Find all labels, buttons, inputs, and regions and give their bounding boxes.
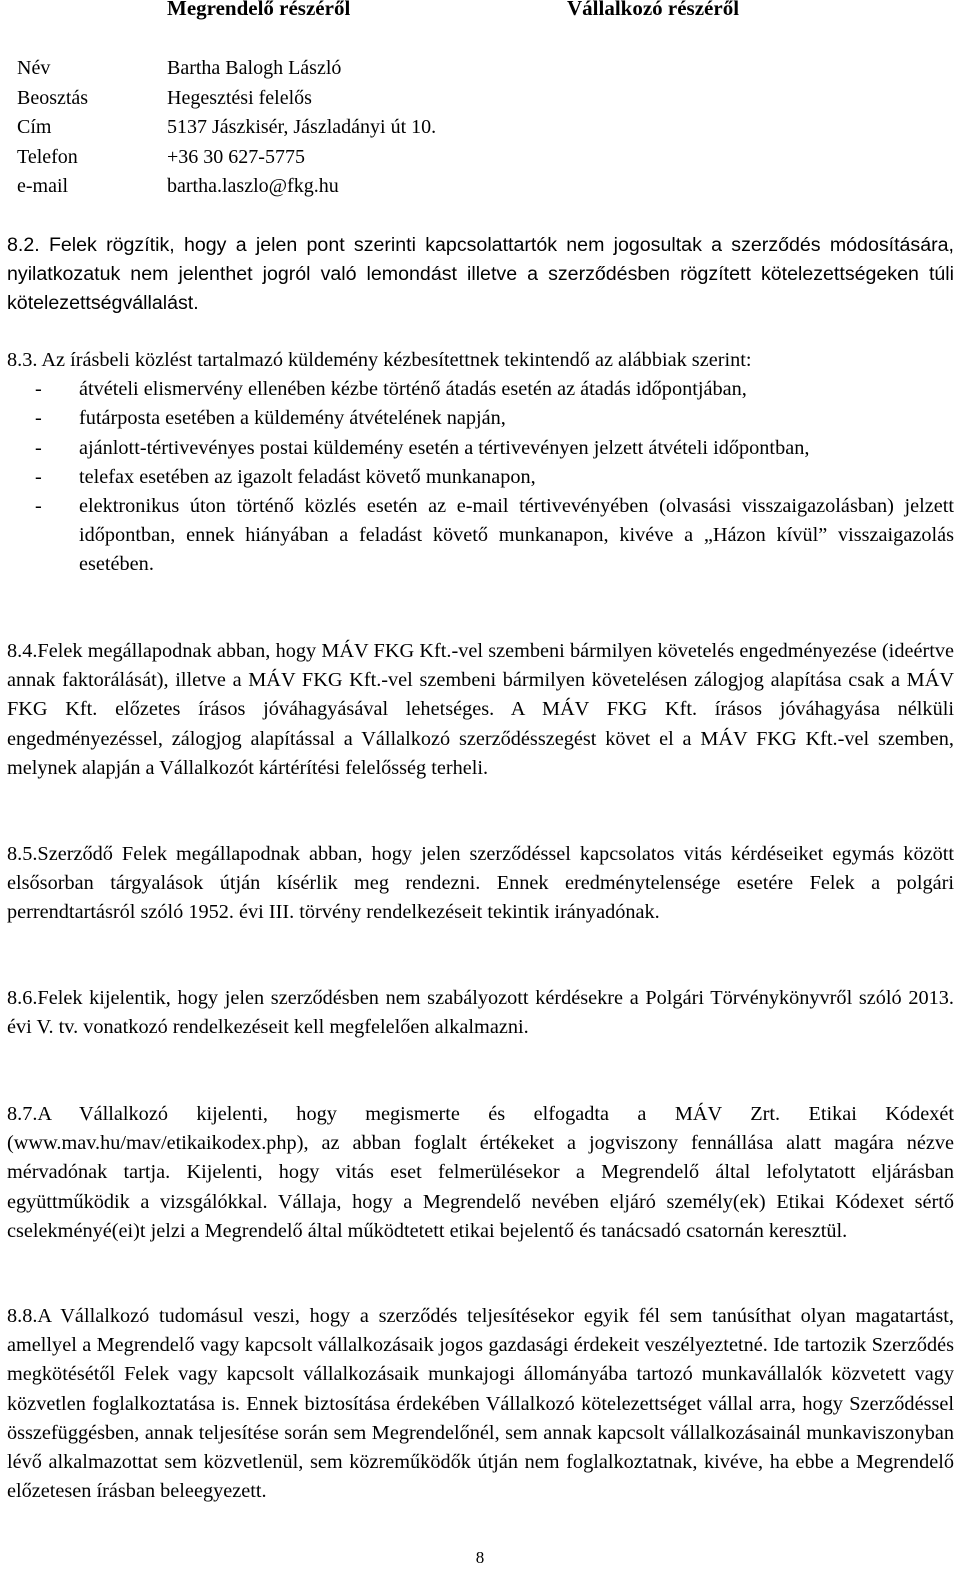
section-8-7: 8.7.A Vállalkozó kijelenti, hogy megismerte és elfogadta a MÁV Zrt. Etikai Kódexét (www.mav.hu/mav/etikaikodex.php), az abban foglalt értékeket a jogviszony fennállása alatt magára nézve mérvadónak tartja. Kijelenti, hogy vitás eset felmerülésekor a Megrendelő által lefolytatott eljárásban együttműködik a vizsgálókkal. Vállaja, hogy a Megrendelő nevében eljáró személy(ek) Etikai Kódexet sértő cselekményé(ei)t jelzi a Megrendelő által működtetett etikai bejelentő és tanácsadó csatornán keresztül. (7, 1103, 954, 1242)
section-8-8: 8.8.A Vállalkozó tudomásul veszi, hogy a szerződés teljesítésekor egyik fél sem tanúsíthat olyan magatartást, amellyel a Megrendelő vagy kapcsolt vállalkozásaik jogos gazdasági érdekeit veszélyeztetné. Ide tartozik Szerződés megkötésétől Felek vagy kapcsolt vállalkozásaik munkajogi állományába tartozó munkavállalók közvetett vagy közvetlen foglalkoztatása is. Ennek biztosítása érdekében Vállalkozó kötelezettséget vállal arra, hogy Szerződéssel összefüggésben, annak teljesítése során sem Megrendelőnél, sem annak kapcsolt vállalkozásainál munkaviszonyban lévő alkalmazottat sem közvetlenül, sem közreműködők útján nem foglalkoztatnak, kivéve, ha ebbe a Megrendelő előzetesen írásban beleegyezett. (7, 1305, 954, 1503)
list-item: - telefax esetében az igazolt feladást követő munkanapon, (7, 463, 954, 492)
section-8-3 (7, 346, 954, 580)
contact-value: bartha.laszlo@fkg.hu (167, 175, 339, 197)
list-item: - átvételi elismervény ellenében kézbe történő átadás esetén az átadás időpontjában, (7, 375, 954, 404)
section-8-4: 8.4.Felek megállapodnak abban, hogy MÁV FKG Kft.-vel szembeni bármilyen követelés engedményezése (ideértve annak faktorálását), illetve a MÁV FKG Kft.-vel szembeni bármilyen követelésen zálogjog alapítása csak a MÁV FKG Kft. előzetes írásos jóváhagyásával lehetséges. A MÁV FKG Kft. írásos jóváhagyása nélküli engedményezéssel, zálogjog alapítással a Vállalkozó szerződésszegést követ el a MÁV FKG Kft.-vel szemben, melynek alapján a Vállalkozót kártérítési felelősség terheli. (7, 640, 954, 779)
contact-row-email (17, 172, 436, 202)
contact-label: Név (17, 57, 51, 79)
contact-label: e-mail (17, 175, 69, 197)
section-8-5: 8.5.Szerződő Felek megállapodnak abban, hogy jelen szerződéssel kapcsolatos vitás kérdéseiket egymás között elsősorban tárgyalások útján kísérlik meg rendezni. Ennek eredménytelensége esetére Felek a polgári perrendtartásról szóló 1952. évi III. törvény rendelkezéseit tekintik irányadónak. (7, 843, 954, 924)
contact-value: Bartha Balogh László (167, 57, 342, 79)
contact-row-position (17, 84, 436, 114)
contact-label: Telefon (17, 145, 78, 168)
contact-row-phone (17, 143, 436, 173)
contact-row-address (17, 113, 436, 143)
contact-value: 5137 Jászkisér, Jászladányi út 10. (167, 116, 437, 138)
header-contractor: Vállalkozó részéről (567, 0, 740, 20)
contact-value: +36 30 627-5775 (167, 145, 305, 168)
delivery-list (7, 375, 954, 579)
list-item: - elektronikus úton történő közlés esetén az e-mail tértivevényében (olvasási visszaigazolásban) jelzett időpontban, ennek hiányában a feladást követő munkanapon, kivéve a „Házon kívül” visszaigazolás esetében. (7, 492, 954, 580)
section-8-2: 8.2. Felek rögzítik, hogy a jelen pont szerinti kapcsolattartók nem jogosultak a szerződés módosítására, nyilatkozatuk nem jelenthet jogról való lemondást illetve a szerződésben rögzített kötelezettségeken túli kötelezettségvállalást. (7, 234, 954, 315)
list-item: - ajánlott-tértivevényes postai küldemény esetén a tértivevényen jelzett átvételi időpontban, (7, 434, 954, 463)
list-item: - futárposta esetében a küldemény átvételének napján, (7, 404, 954, 433)
contact-row-name (17, 54, 436, 84)
section-8-6: 8.6.Felek kijelentik, hogy jelen szerződésben nem szabályozott kérdésekre a Polgári Törvénykönyvről szóló 2013. évi V. tv. vonatkozó rendelkezéseit kell megfelelően alkalmazni. (7, 987, 954, 1039)
header-client: Megrendelő részéről (167, 0, 351, 20)
section-8-3-intro: 8.3. Az írásbeli közlést tartalmazó küldemény kézbesítettnek tekintendő az alábbiak szerint: (7, 349, 752, 371)
contact-label: Cím (17, 116, 52, 138)
contact-table (17, 54, 436, 202)
page-number: 8 (475, 1548, 485, 1567)
contact-label: Beosztás (17, 86, 89, 109)
contact-value: Hegesztési felelős (167, 86, 312, 109)
